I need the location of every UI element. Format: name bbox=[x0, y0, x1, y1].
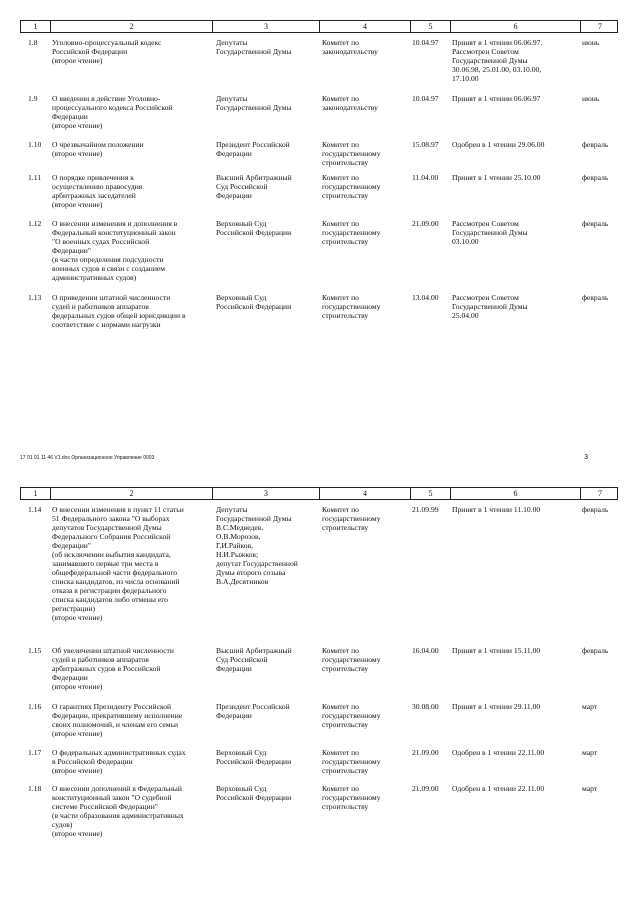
bill-committee: Комитет по законодательству bbox=[322, 94, 378, 112]
bill-month: февраль bbox=[582, 646, 609, 655]
bill-status: Одобрен в 1 чтении 29.06.00 bbox=[452, 140, 545, 149]
bill-committee: Комитет по государственному строительству bbox=[322, 784, 381, 811]
bill-month: февраль bbox=[582, 505, 609, 514]
table-row bbox=[20, 293, 618, 338]
bill-date: 10.04.97 bbox=[412, 38, 439, 47]
header-col-1: 1 bbox=[21, 488, 51, 499]
row-number: 1.9 bbox=[28, 94, 38, 103]
header-col-7: 7 bbox=[598, 489, 602, 498]
bill-title: О порядке привлечения к осуществлению правосудия арбитражных заседателей (второе чтение) bbox=[52, 173, 143, 209]
bill-committee: Комитет по государственному строительству bbox=[322, 702, 381, 729]
bill-author: Президент Российской Федерации bbox=[216, 702, 290, 720]
bill-status: Принят в 1 чтении 06.06.97. Рассмотрен Советом Государственной Думы 30.06.98, 25.01.00, 03.10.00, 17.10.00 bbox=[452, 38, 543, 83]
bill-date: 21.09.00 bbox=[412, 219, 439, 228]
bill-month: март bbox=[582, 784, 598, 793]
bill-date: 10.04.97 bbox=[412, 94, 439, 103]
row-number: 1.12 bbox=[28, 219, 42, 228]
bill-author: Депутаты Государственной Думы bbox=[216, 94, 292, 112]
bill-month: февраль bbox=[582, 173, 609, 182]
bill-date: 15.08.97 bbox=[412, 140, 439, 149]
bill-month: июнь bbox=[582, 38, 600, 47]
bill-title: О чрезвычайном положении (второе чтение) bbox=[52, 140, 144, 158]
bill-committee: Комитет по государственному строительству bbox=[322, 505, 381, 532]
bill-committee: Комитет по государственному строительству bbox=[322, 219, 381, 246]
bill-committee: Комитет по государственному строительству bbox=[322, 293, 381, 320]
footer-file-name: 17 01 01 11 46 V1.doc Организационное Управление 0003 bbox=[20, 455, 155, 461]
bill-title: О федеральных административных судах в Российской Федерации (второе чтение) bbox=[52, 748, 186, 775]
row-number: 1.16 bbox=[28, 702, 42, 711]
bill-author: Президент Российской Федерации bbox=[216, 140, 290, 158]
table-header-2 bbox=[20, 487, 618, 500]
bill-month: февраль bbox=[582, 219, 609, 228]
bill-month: март bbox=[582, 748, 598, 757]
header-col-6: 6 bbox=[451, 21, 581, 32]
bill-author: Верховный Суд Российской Федерации bbox=[216, 219, 292, 237]
header-col-4: 4 bbox=[320, 488, 411, 499]
bill-month: февраль bbox=[582, 140, 609, 149]
bill-author: Верховный Суд Российской Федерации bbox=[216, 748, 292, 766]
header-col-4: 4 bbox=[320, 21, 411, 32]
bill-title: Об увеличении штатной численности судей и работников аппаратов арбитражных судов в Российской Федерации (второе чтение) bbox=[52, 646, 174, 691]
bill-date: 30.08.00 bbox=[412, 702, 439, 711]
bill-month: июнь bbox=[582, 94, 600, 103]
header-col-3: 3 bbox=[213, 21, 320, 32]
bill-committee: Комитет по государственному строительству bbox=[322, 748, 381, 775]
bill-author: Депутаты Государственной Думы В.С.Медведев, О.В.Морозов, Г.И.Райков, Н.И.Рыжков; депутат Государственной Думы второго созыва В.А.Десятников bbox=[216, 505, 298, 586]
header-col-1: 1 bbox=[21, 21, 51, 32]
bill-status: Рассмотрен Советом Государственной Думы 25.04.00 bbox=[452, 293, 528, 320]
bill-committee: Комитет по государственному строительству bbox=[322, 173, 381, 200]
bill-date: 21.09.00 bbox=[412, 748, 439, 757]
page-number: 3 bbox=[584, 454, 588, 461]
bill-author: Верховный Суд Российской Федерации bbox=[216, 784, 292, 802]
row-number: 1.17 bbox=[28, 748, 42, 757]
table-row bbox=[20, 173, 618, 219]
table-row bbox=[20, 505, 618, 646]
table-row bbox=[20, 38, 618, 94]
header-col-5: 5 bbox=[411, 21, 451, 32]
bill-title: О внесении дополнений в Федеральный конституционный закон "О судебной системе Российской Федерации" (в части образования административных судов) (второе чтение) bbox=[52, 784, 184, 838]
row-number: 1.15 bbox=[28, 646, 42, 655]
bill-month: февраль bbox=[582, 293, 609, 302]
header-col-2: 2 bbox=[51, 21, 213, 32]
bill-month: март bbox=[582, 702, 598, 711]
bill-status: Принят в 1 чтении 29.11.00 bbox=[452, 702, 541, 711]
table-row bbox=[20, 784, 618, 850]
header-col-5: 5 bbox=[411, 488, 451, 499]
bill-author: Верховный Суд Российской Федерации bbox=[216, 293, 292, 311]
bill-title: О внесении изменения в пункт 11 статьи 51 Федерального закона "О выборах депутатов Государственной Думы Федерального Собрания Российской Федерации" (об исключении выбытия кандидата, занимавшего первые три места в общефедеральной части федерального списка кандидатов, из числа оснований отказа в регистрации федерального списка кандидатов либо отмены его регистрации) (второе чтение) bbox=[52, 505, 184, 622]
bill-date: 16.04.00 bbox=[412, 646, 439, 655]
bill-status: Принят в 1 чтении 15.11.00 bbox=[452, 646, 541, 655]
bill-committee: Комитет по государственному строительству bbox=[322, 646, 381, 673]
header-col-3: 3 bbox=[213, 488, 320, 499]
row-number: 1.10 bbox=[28, 140, 42, 149]
bill-author: Депутаты Государственной Думы bbox=[216, 38, 292, 56]
table-row bbox=[20, 94, 618, 140]
bill-status: Принят в 1 чтении 06.06.97 bbox=[452, 94, 541, 103]
table-body-1 bbox=[20, 38, 618, 338]
bill-date: 21.09.99 bbox=[412, 505, 439, 514]
table-row bbox=[20, 140, 618, 173]
table-header-1 bbox=[20, 20, 618, 33]
header-col-6: 6 bbox=[451, 488, 581, 499]
table-row bbox=[20, 219, 618, 293]
row-number: 1.13 bbox=[28, 293, 42, 302]
row-number: 1.18 bbox=[28, 784, 42, 793]
header-col-7: 7 bbox=[598, 22, 602, 31]
bill-date: 21.09.00 bbox=[412, 784, 439, 793]
bill-date: 13.04.00 bbox=[412, 293, 439, 302]
bill-title: Уголовно-процессуальный кодекс Российской Федерации (второе чтение) bbox=[52, 38, 162, 65]
bill-title: О приведении штатной численности судей и работников аппаратов федеральных судов общей юрисдикции в соответствие с нормами нагрузки bbox=[52, 293, 186, 329]
bill-title: О введении в действие Уголовно- процессуального кодекса Российской Федерации (второе чтение) bbox=[52, 94, 173, 130]
bill-status: Принят в 1 чтении 25.10.00 bbox=[452, 173, 541, 182]
bill-status: Принят в 1 чтении 11.10.00 bbox=[452, 505, 541, 514]
header-col-2: 2 bbox=[51, 488, 213, 499]
bill-title: О гарантиях Президенту Российской Федерации, прекратившему исполнение своих полномочий, и членам его семьи (второе чтение) bbox=[52, 702, 183, 738]
row-number: 1.11 bbox=[28, 173, 42, 182]
bill-date: 11.04.00 bbox=[412, 173, 439, 182]
bill-committee: Комитет по государственному строительству bbox=[322, 140, 381, 167]
bill-committee: Комитет по законодательству bbox=[322, 38, 378, 56]
bill-status: Одобрен в 1 чтении 22.11.00 bbox=[452, 784, 545, 793]
bill-author: Высший Арбитражный Суд Российской Федерации bbox=[216, 646, 292, 673]
row-number: 1.8 bbox=[28, 38, 38, 47]
bill-status: Одобрен в 1 чтении 22.11.00 bbox=[452, 748, 545, 757]
bill-title: О внесении изменения и дополнения в Федеральный конституционный закон "О военных судах Российской Федерации" (в части определения подсудности военных судов в связи с созданием административных судов) bbox=[52, 219, 178, 282]
table-body-2 bbox=[20, 505, 618, 850]
table-row bbox=[20, 702, 618, 748]
row-number: 1.14 bbox=[28, 505, 42, 514]
table-row bbox=[20, 646, 618, 702]
bill-status: Рассмотрен Советом Государственной Думы 03.10.00 bbox=[452, 219, 528, 246]
page-footer bbox=[20, 453, 618, 463]
table-row bbox=[20, 748, 618, 784]
bill-author: Высший Арбитражный Суд Российской Федерации bbox=[216, 173, 292, 200]
